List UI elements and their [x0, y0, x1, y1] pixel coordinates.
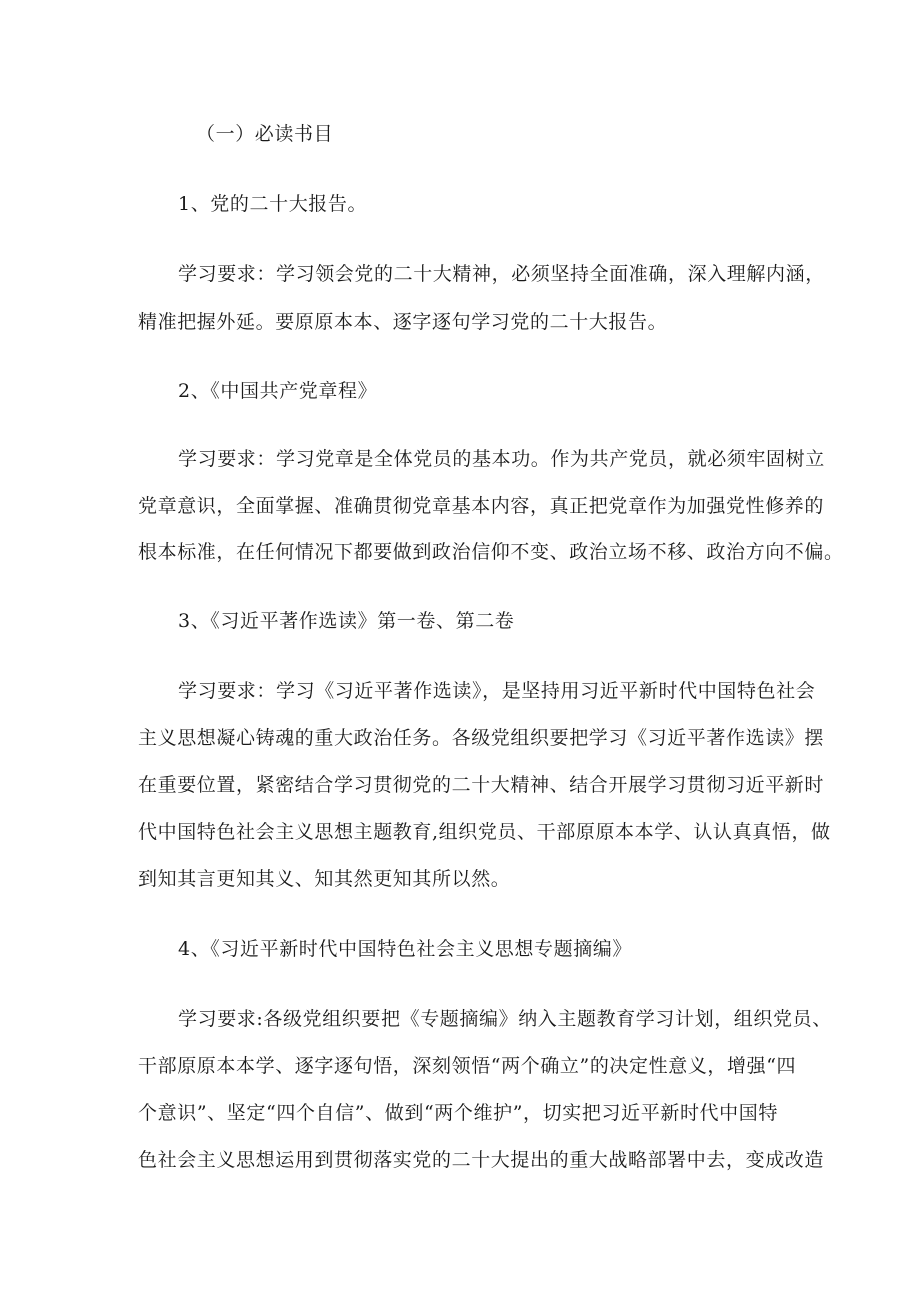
- item-title: 4、《习近平新时代中国特色社会主义思想专题摘编》: [178, 938, 632, 960]
- requirement-line: 学习要求：学习领会党的二十大精神，必须坚持全面准确，深入理解内涵，: [178, 263, 825, 285]
- requirement-line: 党章意识，全面掌握、准确贯彻党章基本内容，真正把党章作为加强党性修养的: [138, 495, 825, 517]
- requirement-line: 学习要求:各级党组织要把《专题摘编》纳入主题教育学习计划，组织党员、: [178, 1008, 832, 1030]
- requirement-line: 色社会主义思想运用到贯彻落实党的二十大提出的重大战略部署中去，变成改造: [138, 1149, 825, 1171]
- requirement-line: 根本标准，在任何情况下都要做到政治信仰不变、政治立场不移、政治方向不偏。: [138, 541, 844, 563]
- requirement-line: 个意识”、坚定“四个自信”、做到“两个维护”，切实把习近平新时代中国特: [138, 1102, 778, 1124]
- requirement-line: 在重要位置，紧密结合学习贯彻党的二十大精神、结合开展学习贯彻习近平新时: [138, 774, 825, 796]
- requirement-line: 精准把握外延。要原原本本、逐字逐句学习党的二十大报告。: [138, 311, 668, 333]
- requirement-line: 干部原原本本学、逐字逐句悟，深刻领悟“两个确立”的决定性意义，增强“四: [138, 1055, 797, 1077]
- item-title: 1、党的二十大报告。: [178, 193, 368, 215]
- item-title: 3、《习近平著作选读》第一卷、第二卷: [178, 610, 515, 632]
- requirement-line: 学习要求：学习党章是全体党员的基本功。作为共产党员，就必须牢固树立: [178, 448, 825, 470]
- requirement-line: 到知其言更知其义、知其然更知其所以然。: [138, 868, 511, 890]
- item-title: 2、《中国共产党章程》: [178, 380, 378, 402]
- requirement-line: 代中国特色社会主义思想主题教育,组织党员、干部原原本本学、认认真真悟，做: [138, 821, 831, 843]
- requirement-line: 主义思想凝心铸魂的重大政治任务。各级党组织要把学习《习近平著作选读》摆: [138, 727, 825, 749]
- requirement-line: 学习要求：学习《习近平著作选读》，是坚持用习近平新时代中国特色社会: [178, 680, 816, 702]
- section-heading: （一）必读书目: [196, 123, 334, 145]
